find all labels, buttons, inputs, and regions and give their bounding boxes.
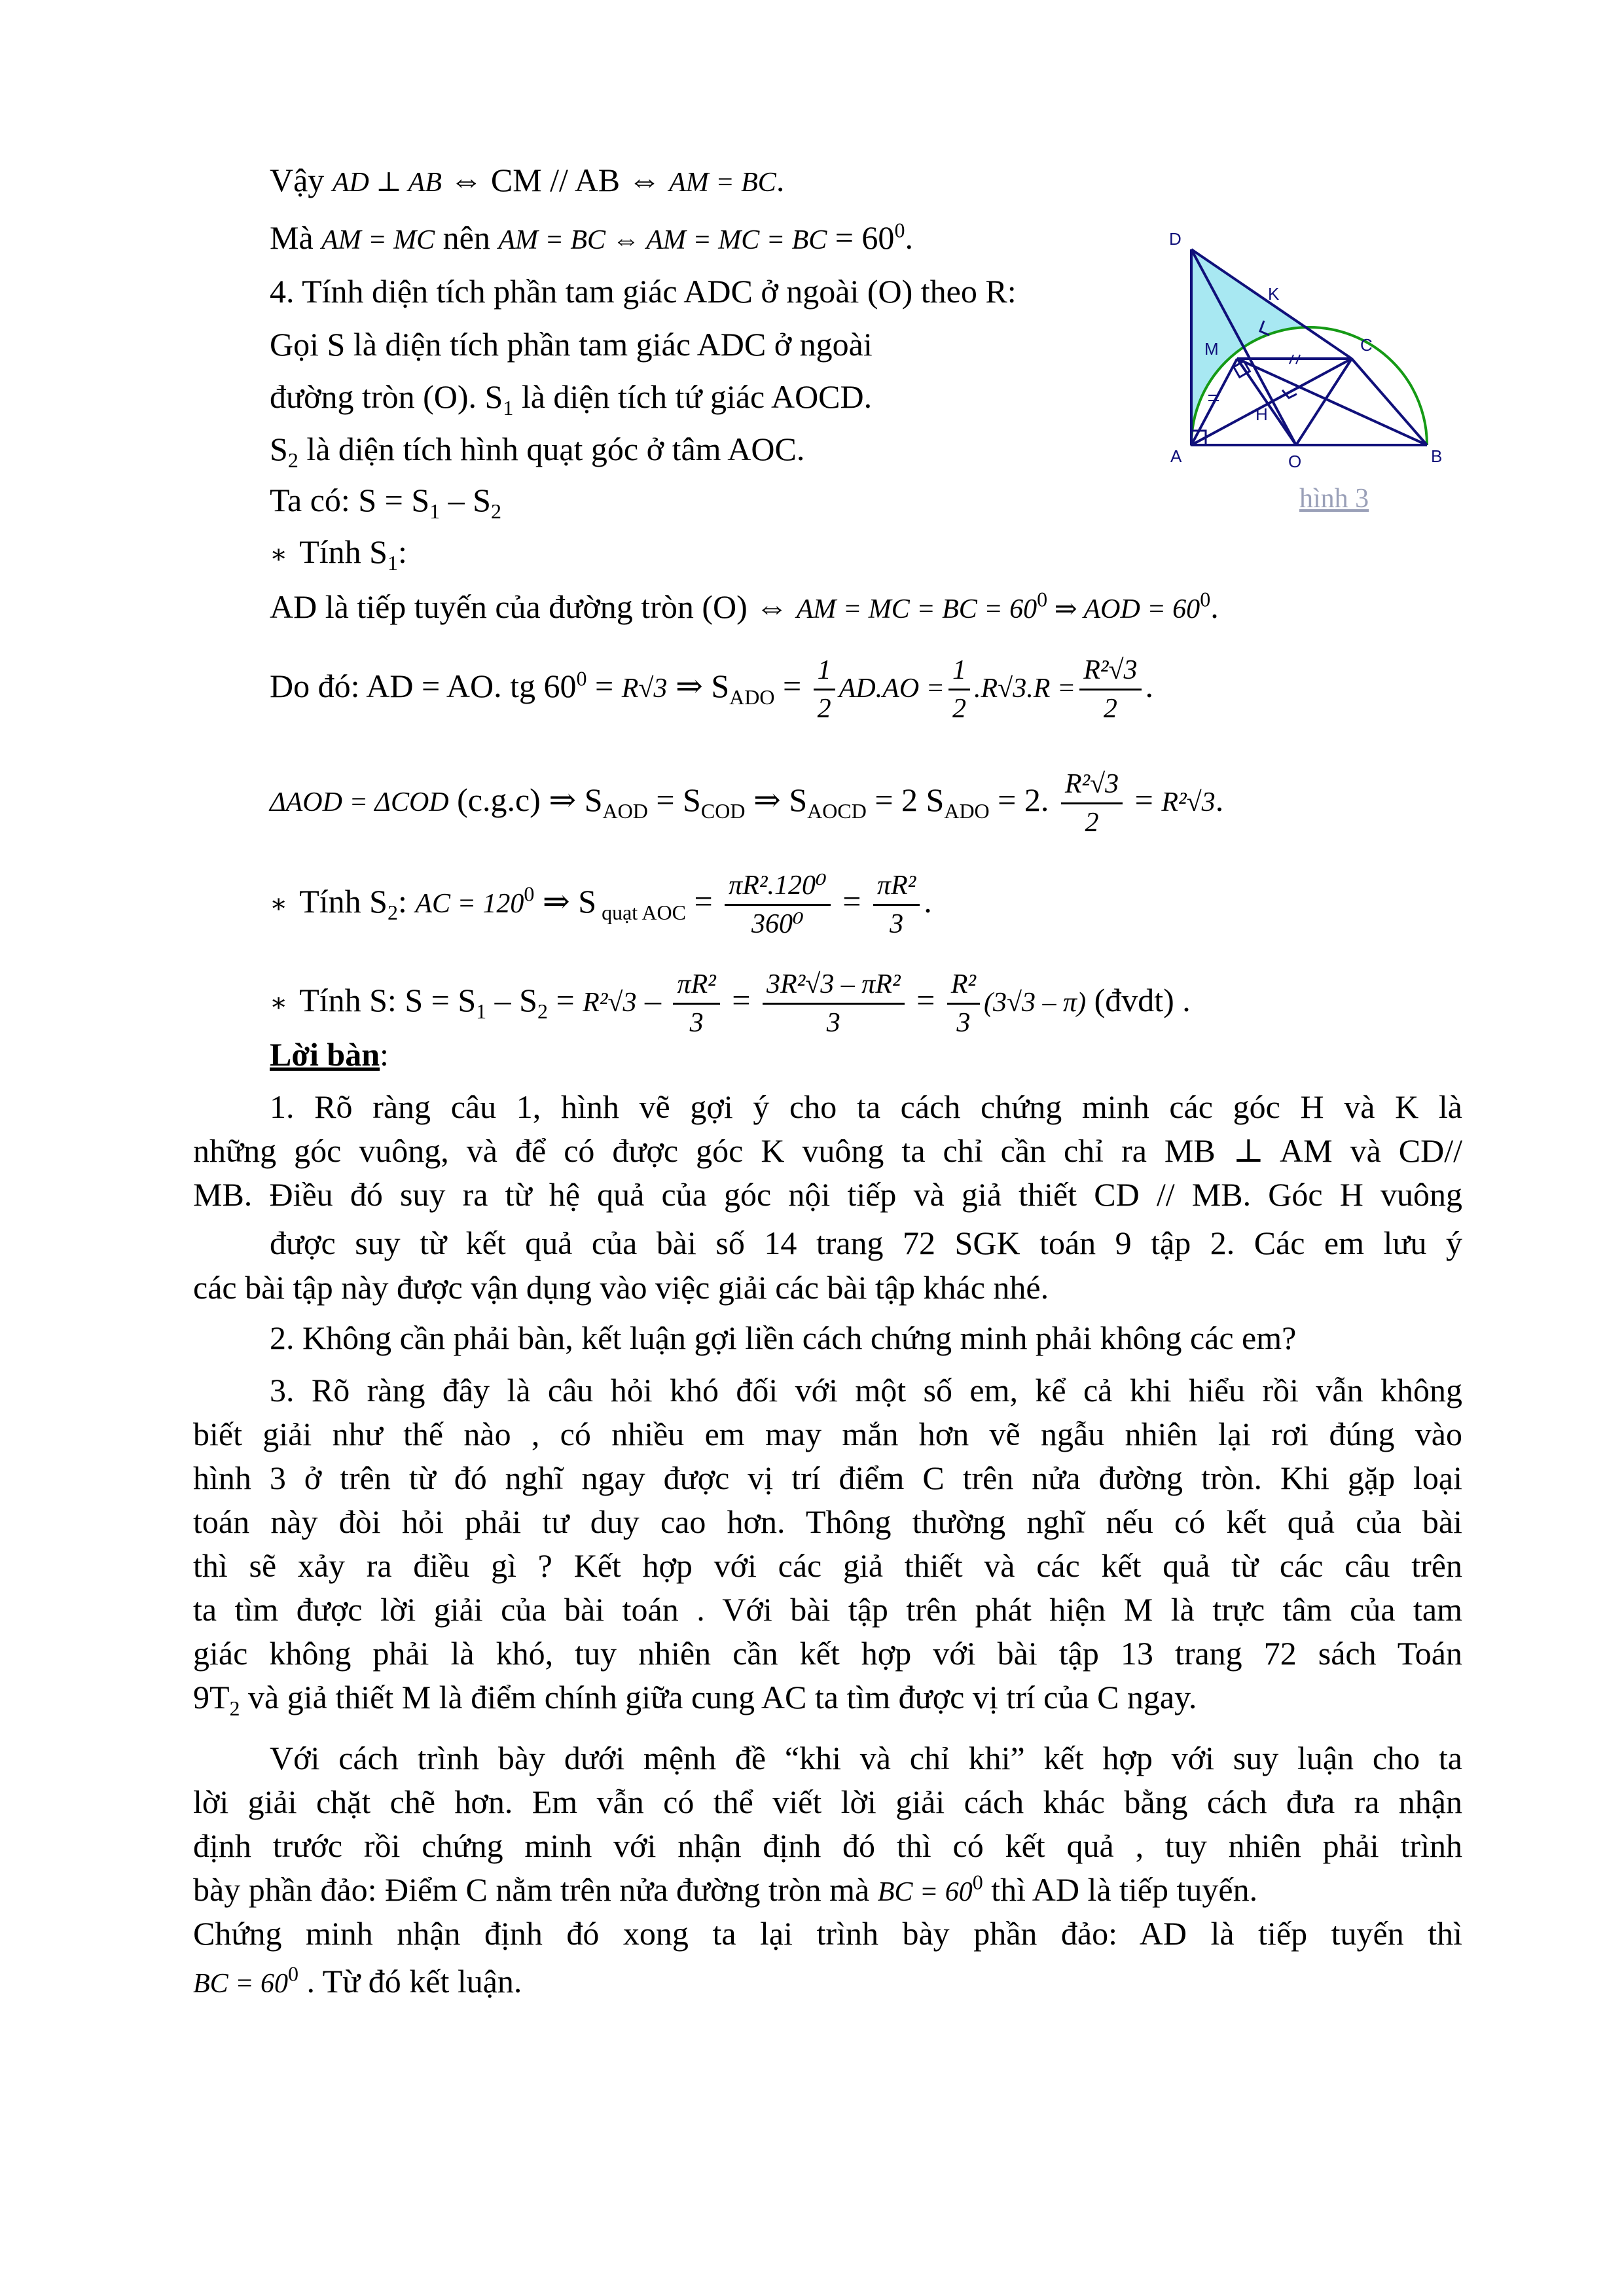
fraction-denominator: 2 [1085,808,1099,838]
fraction [814,652,835,727]
label-b: B [1431,446,1443,466]
text: . [1145,667,1154,704]
math-expr: AD.AO = [839,673,945,704]
text: nên [442,219,490,256]
solution-line-9 [270,586,1219,630]
subscript: COD [700,798,746,823]
remarks-p1-line-3: MB. Điều đó suy ra từ hệ quả của góc nội tiếp và giả thiết CD // MB. Góc H vuông [193,1176,1462,1213]
fraction [763,966,905,1041]
subscript: AOD [602,798,648,823]
label-o: O [1288,452,1302,471]
subscript: 1 [387,551,398,575]
superscript: 0 [576,666,587,691]
fraction-numerator: 1 [814,652,835,691]
remarks-p4-line-4 [193,1869,1257,1912]
text: = [685,882,721,920]
text: . [905,219,913,256]
subscript: 1 [476,999,487,1023]
text: = S [647,781,701,818]
solution-line-3: 4. Tính diện tích phần tam giác ADC ở ngoài (O) theo R: [270,273,1017,310]
text: (đvdt) . [1086,981,1191,1018]
remarks-p1-line-4: được suy từ kết quả của bài số 14 trang 72 SGK toán 9 tập 2. Các em lưu ý [270,1225,1462,1261]
solution-line-6 [270,429,805,472]
math-expr: R√3 [621,673,668,704]
remarks-p3-line-7: giác không phải là khó, tuy nhiên cần kết hợp với bài tập 13 trang 72 sách Toán [193,1635,1462,1672]
text: = [723,981,759,1018]
math-expr: ΔAOD = ΔCOD [270,787,449,817]
solution-line-5 [270,376,873,420]
solution-line-10 [270,652,1153,727]
math-expr: R²√3 [1161,787,1216,817]
text: . Từ đó kết luận. [298,1963,522,2000]
remarks-p3-line-6: ta tìm được lời giải của bài toán . Với bài tập trên phát hiện M là trực tâm của tam [193,1591,1462,1628]
subscript: 1 [503,396,514,420]
text: ⇒ S [745,781,808,818]
text: Mà [270,219,314,256]
text: Tính S: S = S [299,981,477,1018]
subscript: 1 [429,499,441,523]
solution-line-7 [270,480,501,523]
text: = [586,667,622,704]
text: đường tròn (O). S [270,378,503,415]
bullet-star: ∗ [270,987,288,1017]
fraction-denominator: 2 [952,694,966,724]
fraction-denominator: 3 [956,1008,971,1038]
text: – S [440,482,491,518]
text: ⇔ CM // AB ⇔ [450,162,661,198]
superscript: 0 [972,1870,983,1894]
fraction [948,652,970,727]
solution-line-2 [270,217,913,260]
superscript: 0 [288,1962,299,1986]
text: = [908,981,943,1018]
text: Tính S [299,882,388,920]
fraction [873,867,920,942]
math-expr: BC = 60 [877,1877,973,1907]
label-k: K [1268,284,1280,304]
solution-line-12 [270,867,932,942]
text: : [397,533,407,570]
subscript: AOCD [807,798,867,823]
text: – S [486,981,537,1018]
solution-line-1 [270,160,784,203]
subscript: 2 [537,999,548,1023]
fraction-numerator: R²√3 [1061,766,1123,804]
subscript: 2 [490,499,501,523]
remarks-p1-line-1: 1. Rõ ràng câu 1, hình vẽ gợi ý cho ta cách chứng minh các góc H và K là [270,1088,1462,1125]
remarks-p2: 2. Không cần phải bàn, kết luận gợi liền cách chứng minh phải không các em? [270,1319,1297,1356]
solution-line-13 [270,966,1191,1041]
bullet-star: ∗ [270,539,288,569]
remarks-p3-line-4: toán này đòi hỏi phải tư duy cao hơn. Thông thường nghĩ nếu có kết quả của bài [193,1503,1462,1540]
remarks-p4-line-3: định trước rồi chứng minh với nhận định đó thì có kết quả , tuy nhiên phải trình [193,1827,1462,1864]
subscript: 2 [287,448,298,472]
text: . [1215,781,1224,818]
text: thì AD là tiếp tuyến. [991,1871,1258,1908]
label-h: H [1255,404,1268,424]
text: . [776,162,785,198]
superscript: 0 [894,218,905,242]
math-expr: AM = BC ⇔ AM = MC = BC [498,225,827,255]
text: = 60 [827,219,895,256]
text: Vậy [270,162,325,198]
text: Ta có: S = S [270,482,430,518]
label-m: M [1204,339,1219,359]
text: AD là tiếp tuyến của đường tròn (O) ⇔ [270,588,789,625]
remarks-p1-line-2: những góc vuông, và để có được góc K vuông ta chỉ cần chỉ ra MB ⊥ AM và CD// [193,1132,1462,1169]
text: : [380,1036,389,1073]
fraction-numerator: πR² [873,867,920,906]
subscript: quạt AOC [596,900,686,924]
label-d: D [1169,229,1182,249]
superscript: 0 [1200,587,1211,611]
math-expr: (3√3 – π) [984,987,1087,1018]
text: bày phần đảo: Điểm C nằm trên nửa đường tròn mà [193,1871,870,1908]
solution-line-8 [270,531,407,575]
text: = [774,667,810,704]
fraction-denominator: 3 [826,1008,840,1038]
math-expr: R²√3 [583,987,637,1018]
text: . [1210,588,1219,625]
text: = [834,882,869,920]
text: ⇒ S [667,667,730,704]
fraction-numerator: πR².120⁰ [725,867,831,906]
superscript: 0 [1037,587,1048,611]
superscript: 0 [524,882,535,906]
text: : [397,882,416,920]
text: = 2. [989,781,1057,818]
fraction [1061,766,1123,841]
remarks-p4-line-2: lời giải chặt chẽ hơn. Em vẫn có thể viết lời giải cách khác bằng cách đưa ra nhận [193,1784,1462,1820]
remarks-p3-line-1: 3. Rõ ràng đây là câu hỏi khó đối với một số em, kể cả khi hiểu rồi vẫn không [270,1372,1462,1408]
text: . [924,882,932,920]
fraction-denominator: 360⁰ [751,909,804,939]
text: = [1127,781,1162,818]
solution-line-11 [270,766,1223,841]
math-expr: .R√3.R = [974,673,1076,704]
remarks-p3-line-3: hình 3 ở trên từ đó nghĩ ngay được vị trí điểm C trên nửa đường tròn. Khi gặp loại [193,1460,1462,1496]
fraction-denominator: 3 [689,1008,704,1038]
solution-line-4: Gọi S là diện tích phần tam giác ADC ở ngoài [270,326,873,363]
remarks-p4-line-5: Chứng minh nhận định đó xong ta lại trình bày phần đảo: AD là tiếp tuyến thì [193,1915,1462,1952]
math-expr: AD ⊥ AB [332,168,442,198]
text: Tính S [299,533,388,570]
text: và giả thiết M là điểm chính giữa cung AC ta tìm được vị trí của C ngay. [240,1679,1197,1715]
text: (c.g.c) ⇒ S [448,781,603,818]
text: S [270,431,288,467]
math-expr: AM = MC = BC = 60 [796,594,1038,624]
remarks-p4-line-1: Với cách trình bày dưới mệnh đề “khi và chỉ khi” kết hợp với suy luận cho ta [270,1740,1462,1776]
remarks-p4-line-6 [193,1961,522,2004]
fraction-denominator: 2 [1103,694,1117,724]
text: là diện tích tứ giác AOCD. [513,378,873,415]
label-a: A [1170,446,1182,466]
fraction-denominator: 3 [890,909,904,939]
text: – [636,981,670,1018]
remarks-p3-line-2: biết giải như thế nào , có nhiều em may mắn hơn vẽ ngẫu nhiên lại rơi đúng vào [193,1416,1462,1452]
math-expr: AM = MC [321,225,435,255]
fraction-numerator: 3R²√3 – πR² [763,966,905,1005]
remarks-heading [270,1034,389,1075]
fraction-numerator: R² [947,966,980,1005]
fraction-numerator: πR² [673,966,719,1005]
remarks-heading-text: Lời bàn [270,1036,380,1073]
fraction [1079,652,1141,727]
subscript: 2 [387,900,398,924]
subscript: 2 [229,1696,240,1720]
text: Do đó: AD = AO. tg 60 [270,667,577,704]
figure-caption: hình 3 [1299,484,1369,514]
remarks-p3-line-8 [193,1677,1197,1720]
remarks-p1-line-5: các bài tập này được vận dụng vào việc giải các bài tập khác nhé. [193,1269,1049,1306]
math-expr: AC = 120 [415,888,524,919]
text: ⇒ S [534,882,597,920]
fraction [725,867,831,942]
label-c: C [1360,335,1373,355]
bullet-star: ∗ [270,888,288,918]
math-expr: AM = BC [669,168,776,198]
fraction-numerator: 1 [948,652,970,691]
text: là diện tích hình quạt góc ở tâm AOC. [298,431,805,467]
remarks-p3-line-5: thì sẽ xảy ra điều gì ? Kết hợp với các giả thiết và các kết quả từ các câu trên [193,1547,1462,1584]
subscript: ADO [729,685,775,709]
geometry-figure [1152,216,1443,478]
fraction-denominator: 2 [817,694,831,724]
subscript: ADO [944,798,990,823]
math-expr: ⇒ AOD = 60 [1047,594,1200,624]
fraction [673,966,719,1041]
text: = [547,981,583,1018]
fraction-numerator: R²√3 [1079,652,1141,691]
fraction [947,966,980,1041]
math-expr: BC = 60 [193,1969,289,1999]
text: 9T [193,1679,230,1715]
text: = 2 S [866,781,945,818]
